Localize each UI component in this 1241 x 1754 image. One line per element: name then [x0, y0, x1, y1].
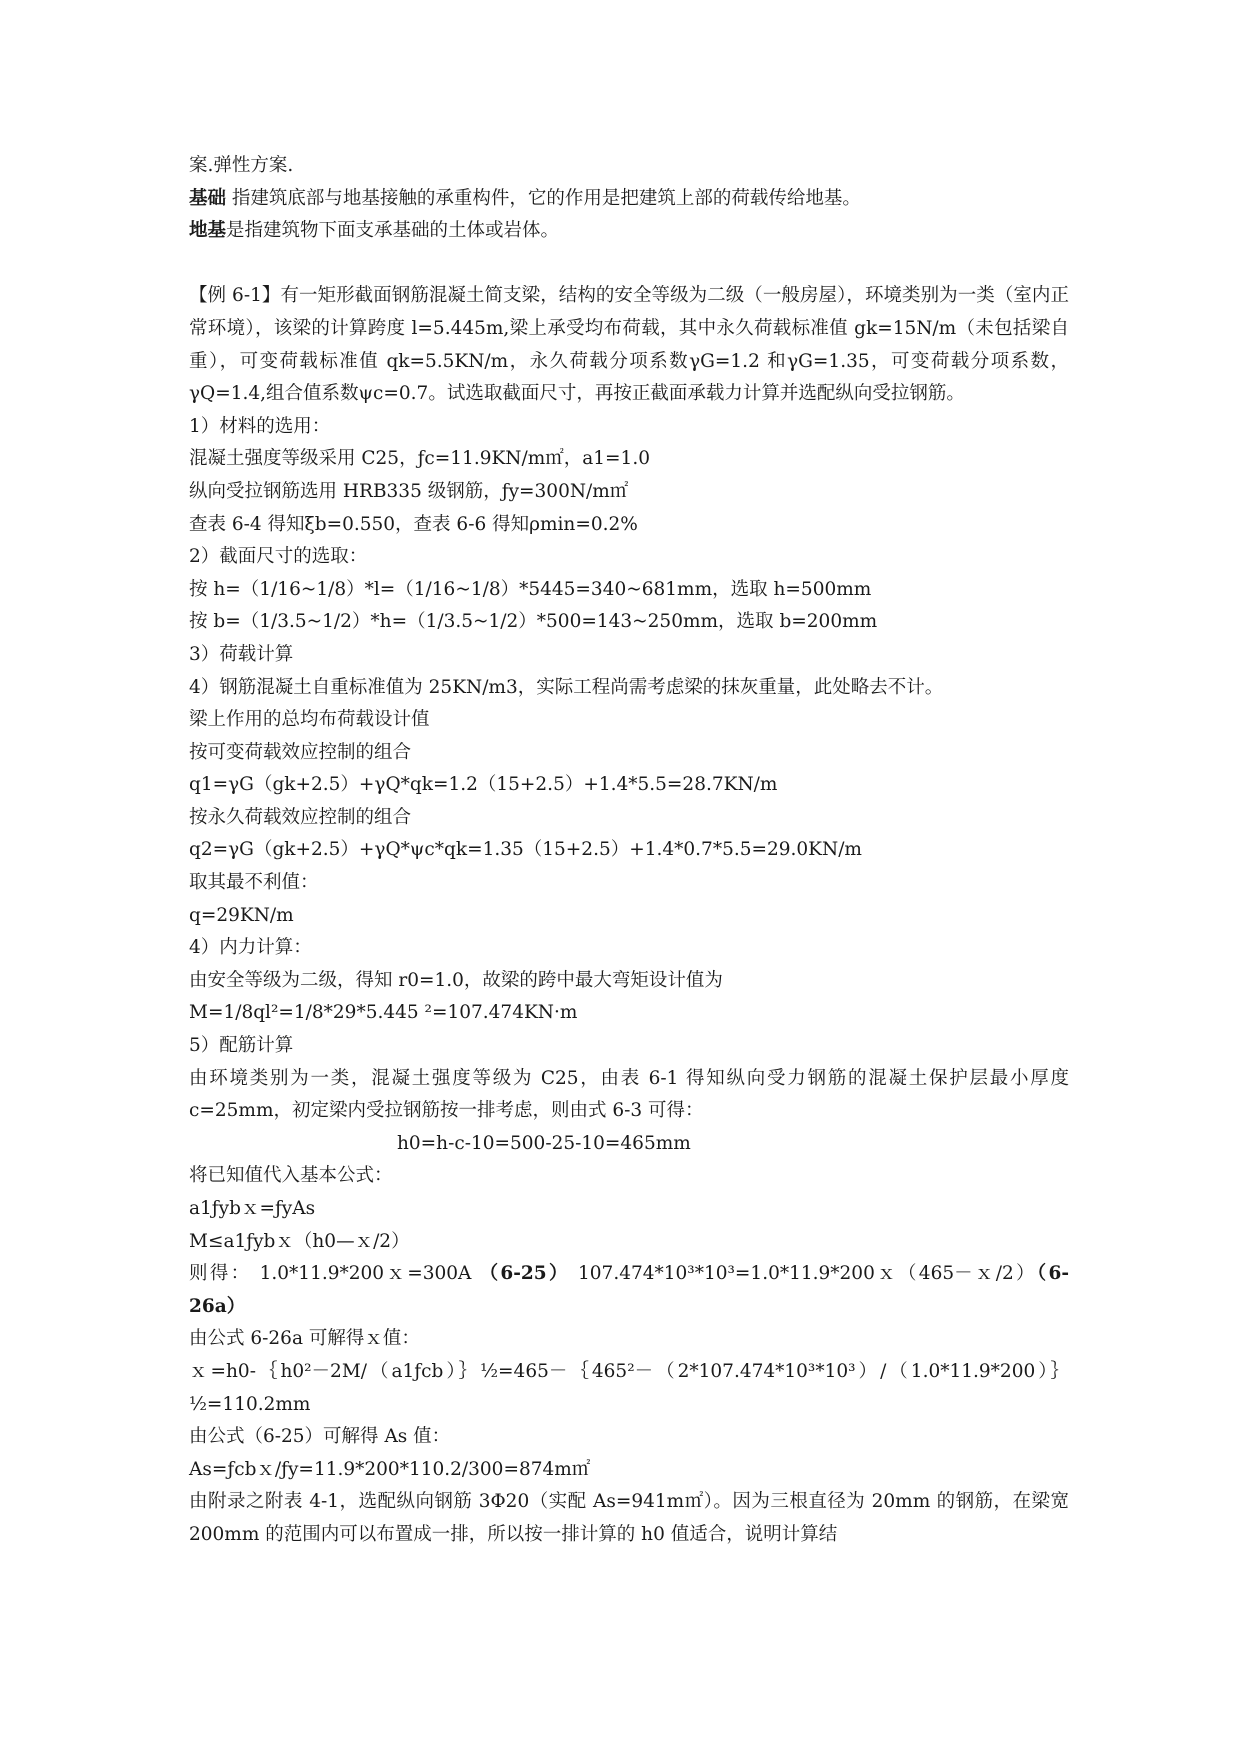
definition-text: 是指建筑物下面支承基础的土体或岩体。 — [226, 220, 560, 242]
text-line: 由公式（6-25）可解得 As 值： — [189, 1426, 451, 1448]
section-heading: 4）内力计算： — [189, 937, 312, 959]
blank-line — [189, 248, 1069, 281]
equation-paragraph — [189, 1258, 1069, 1323]
definition-text: 指建筑底部与地基接触的承重构件，它的作用是把建筑上部的荷载传给地基。 — [226, 187, 861, 209]
text-line: 按 b=（1/3.5~1/2）*h=（1/3.5~1/2）*500=143~250mm，选取 b=200mm — [189, 611, 878, 633]
section-heading: 2）截面尺寸的选取： — [189, 546, 368, 568]
equation-number: （6-26a） — [189, 1263, 1069, 1317]
text-line: 按永久荷载效应控制的组合 — [189, 806, 412, 828]
formula-line: q2=γG（gk+2.5）+γQ*ψc*qk=1.35（15+2.5）+1.4*0.7*5.5=29.0KN/m — [189, 839, 862, 861]
term-foundation: 基础 — [189, 187, 227, 209]
equation-text: 则得： 1.0*11.9*200ｘ=300A — [189, 1263, 480, 1285]
text-line: 混凝土强度等级采用 C25，ƒc=11.9KN/m㎡，a1=1.0 — [189, 448, 650, 470]
formula-line: As=ƒcbｘ/ƒy=11.9*200*110.2/300=874m㎡ — [189, 1458, 591, 1480]
text-line: 按 h=（1/16~1/8）*l=（1/16~1/8）*5445=340~681mm，选取 h=500mm — [189, 578, 872, 600]
formula-line: a1ƒybｘ=ƒyAs — [189, 1198, 316, 1219]
example-problem: 【例 6-1】有一矩形截面钢筋混凝土简支梁，结构的安全等级为二级（一般房屋），环境类别为一类（室内正常环境），该梁的计算跨度 l=5.445m,梁上承受均布荷载，其中永久荷载标准值 gk=15N/m（未包括梁自重），可变荷载标准值 qk=5.5KN/m，永久荷载分项系数γG=1.2 和γG=1.35，可变荷载分项系数，γQ=1.4,组合值系数ψc=0.7。试选取截面尺寸，再按正截面承载力计算并选配纵向受拉钢筋。 — [189, 285, 1069, 405]
definition-subgrade — [189, 215, 1069, 248]
text-line: 将已知值代入基本公式： — [189, 1165, 393, 1187]
document-page — [189, 150, 1069, 1552]
paragraph: 由附录之附表 4-1，选配纵向钢筋 3Φ20（实配 As=941m㎡）。因为三根直径为 20mm 的钢筋，在梁宽 200mm 的范围内可以布置成一排，所以按一排计算的 h0 值适合，说明计算结 — [189, 1491, 1069, 1545]
formula-paragraph: ｘ=h0-｛h0²－2M/（a1ƒcb）｝½=465－｛465²－（2*107.474*10³*10³）/（1.0*11.9*200）｝½=110.2mm — [189, 1360, 1069, 1415]
text-line: 梁上作用的总均布荷载设计值 — [189, 709, 430, 731]
section-heading: 3）荷载计算 — [189, 643, 294, 665]
text-line: 4）钢筋混凝土自重标准值为 25KN/m3，实际工程尚需考虑梁的抹灰重量，此处略去不计。 — [189, 676, 944, 698]
text-line: 纵向受拉钢筋选用 HRB335 级钢筋，ƒy=300N/m㎡ — [189, 480, 629, 502]
definition-foundation — [189, 183, 1069, 216]
formula-line: q=29KN/m — [189, 904, 294, 926]
text-line: 案.弹性方案. — [189, 155, 294, 176]
section-heading: 5）配筋计算 — [189, 1035, 294, 1057]
paragraph: 由环境类别为一类，混凝土强度等级为 C25，由表 6-1 得知纵向受力钢筋的混凝土保护层最小厚度 c=25mm，初定梁内受拉钢筋按一排考虑，则由式 6-3 可得： — [189, 1067, 1069, 1122]
formula-line: M=1/8ql²=1/8*29*5.445 ²=107.474KN·m — [189, 1002, 578, 1024]
formula-line: h0=h-c-10=500-25-10=465mm — [397, 1132, 691, 1154]
equation-text: 107.474*10³*10³=1.0*11.9*200ｘ（465－ｘ/2） — [569, 1263, 1037, 1285]
text-line: 由公式 6-26a 可解得ｘ值： — [189, 1328, 420, 1350]
formula-line: M≤a1ƒybｘ（h0—ｘ/2） — [189, 1230, 410, 1252]
formula-line: q1=γG（gk+2.5）+γQ*qk=1.2（15+2.5）+1.4*5.5=28.7KN/m — [189, 774, 778, 796]
text-line: 查表 6-4 得知ξb=0.550，查表 6-6 得知ρmin=0.2% — [189, 513, 638, 535]
text-line: 按可变荷载效应控制的组合 — [189, 741, 412, 763]
term-subgrade: 地基 — [189, 220, 227, 242]
text-line: 取其最不利值： — [189, 872, 319, 894]
section-heading: 1）材料的选用： — [189, 415, 331, 437]
equation-number: （6-25） — [479, 1263, 570, 1285]
text-line: 由安全等级为二级，得知 r0=1.0，故梁的跨中最大弯矩设计值为 — [189, 969, 723, 991]
